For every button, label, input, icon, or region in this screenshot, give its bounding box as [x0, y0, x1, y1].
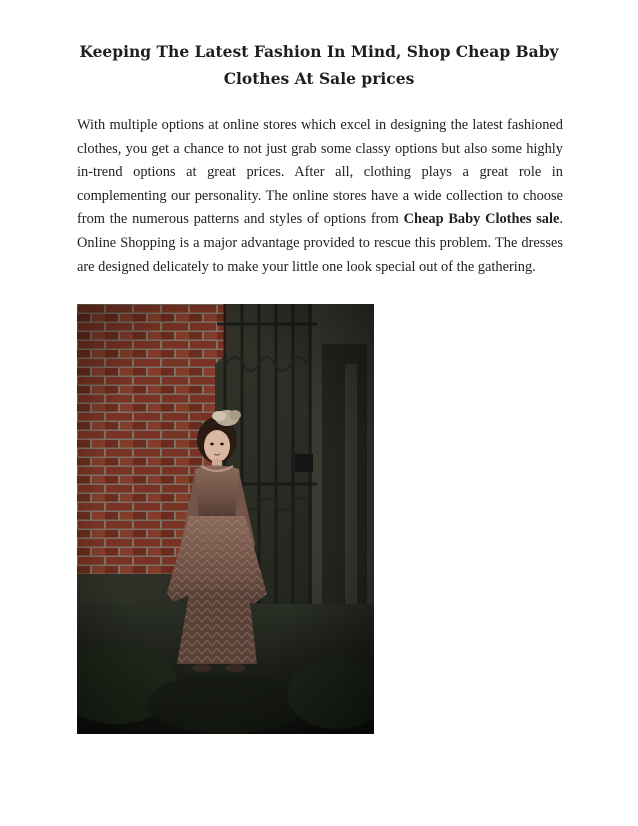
article-title: Keeping The Latest Fashion In Mind, Shop Cheap Baby Clothes At Sale prices [79, 42, 559, 88]
paragraph-text-start: With multiple options at online stores which excel in designing the latest fashioned clothes, you get a chance to not just grab some classy options but also some highly in-trend options at great prices. After all, clothing plays a great role in complementing our personality. The online stores have a wide collection to choose from the numerous patterns and styles of options from [77, 117, 563, 228]
photo-illustration [77, 304, 374, 734]
article-photo [77, 304, 374, 734]
article-paragraph [77, 114, 563, 279]
paragraph-text-end: . Online Shopping is a major advantage provided to rescue this problem. The dresses are designed delicately to make your little one look special out of the gathering. [77, 211, 564, 275]
paragraph-bold-link-text: Cheap Baby Clothes sale [403, 211, 560, 228]
